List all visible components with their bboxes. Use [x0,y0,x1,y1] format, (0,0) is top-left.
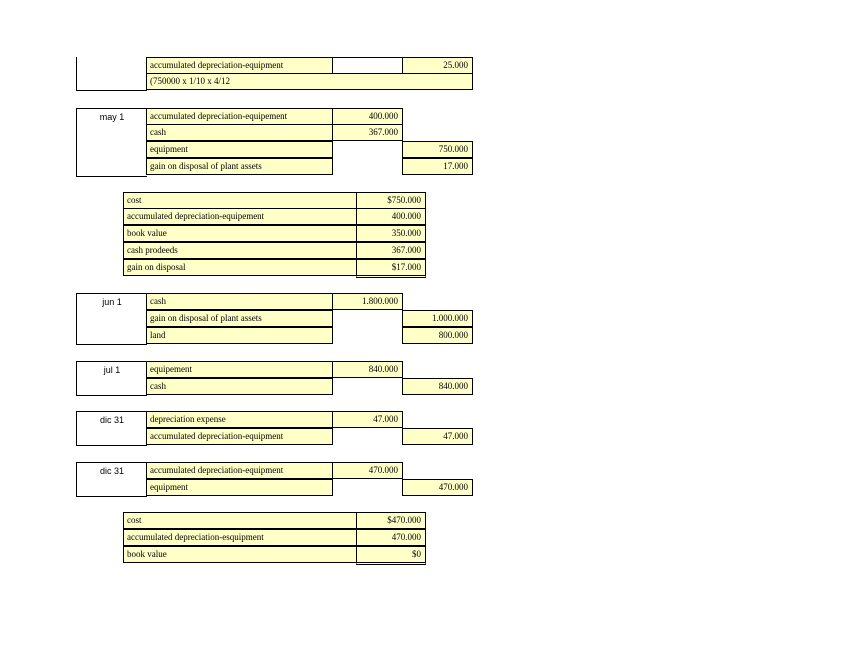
top-entry-credit: 25.000 [402,57,473,74]
summary-dec-value-2: 470.000 [356,529,426,546]
entry-dic31b-credit-2: 470.000 [402,479,473,496]
entry-jun1-account-2: gain on disposal of plant assets [146,310,333,327]
summary-may-value-5: $17.000 [356,259,426,278]
top-entry-date-cell [76,57,147,91]
top-entry-account: accumulated depreciation-equipment [146,57,333,74]
entry-may1-account-3: equipment [146,141,333,158]
entry-jun1-credit-2: 1.000.000 [402,310,473,327]
entry-dic31a-account-1: depreciation expense [146,411,333,428]
summary-dec-value-3: $0 [356,546,426,565]
summary-may-value-4: 367.000 [356,242,426,259]
entry-jun1-account-1: cash [146,293,333,310]
entry-may1-debit-1: 400.000 [332,108,403,125]
summary-may-label-5: gain on disposal [123,259,357,276]
summary-dec-label-2: accumulated depreciation-esquipment [123,529,357,546]
entry-may1-credit-3: 750.000 [402,141,473,158]
entry-may1-account-1: accumulated depreciation-equipement [146,108,333,125]
entry-jun1-account-3: land [146,327,333,344]
summary-may-label-1: cost [123,192,357,209]
summary-dec-value-1: $470.000 [356,512,426,529]
entry-may1-account-4: gain on disposal of plant assets [146,158,333,175]
entry-may1-debit-2: 367.000 [332,124,403,141]
entry-dic31b-date: dic 31 [76,462,147,497]
top-entry-debit [332,57,403,74]
entry-dic31a-date: dic 31 [76,411,147,446]
entry-dic31a-credit-2: 47.000 [402,428,473,445]
entry-may1-credit-4: 17.000 [402,158,473,175]
summary-may-label-4: cash prodeeds [123,242,357,259]
entry-jun1-debit-1: 1.800.000 [332,293,403,310]
summary-dec-label-1: cost [123,512,357,529]
entry-dic31b-debit-1: 470.000 [332,462,403,479]
entry-dic31a-account-2: accumulated depreciation-equipment [146,428,333,445]
summary-dec-label-3: book value [123,546,357,563]
entry-jul1-credit-2: 840.000 [402,378,473,395]
entry-jul1-account-2: cash [146,378,333,395]
entry-jul1-account-1: equipement [146,361,333,378]
entry-dic31b-account-2: equipment [146,479,333,496]
summary-may-label-2: accumulated depreciation-equipement [123,208,357,225]
entry-dic31a-debit-1: 47.000 [332,411,403,428]
summary-may-value-1: $750.000 [356,192,426,209]
entry-dic31b-account-1: accumulated depreciation-equipment [146,462,333,479]
entry-may1-date: may 1 [76,108,147,177]
entry-jun1-date: jun 1 [76,293,147,345]
summary-may-label-3: book value [123,225,357,242]
top-entry-note: (750000 x 1/10 x 4/12 [146,73,473,90]
entry-jun1-credit-3: 800.000 [402,327,473,344]
entry-jul1-debit-1: 840.000 [332,361,403,378]
entry-jul1-date: jul 1 [76,361,147,396]
summary-may-value-2: 400.000 [356,208,426,225]
entry-may1-account-2: cash [146,124,333,141]
summary-may-value-3: 350.000 [356,225,426,242]
